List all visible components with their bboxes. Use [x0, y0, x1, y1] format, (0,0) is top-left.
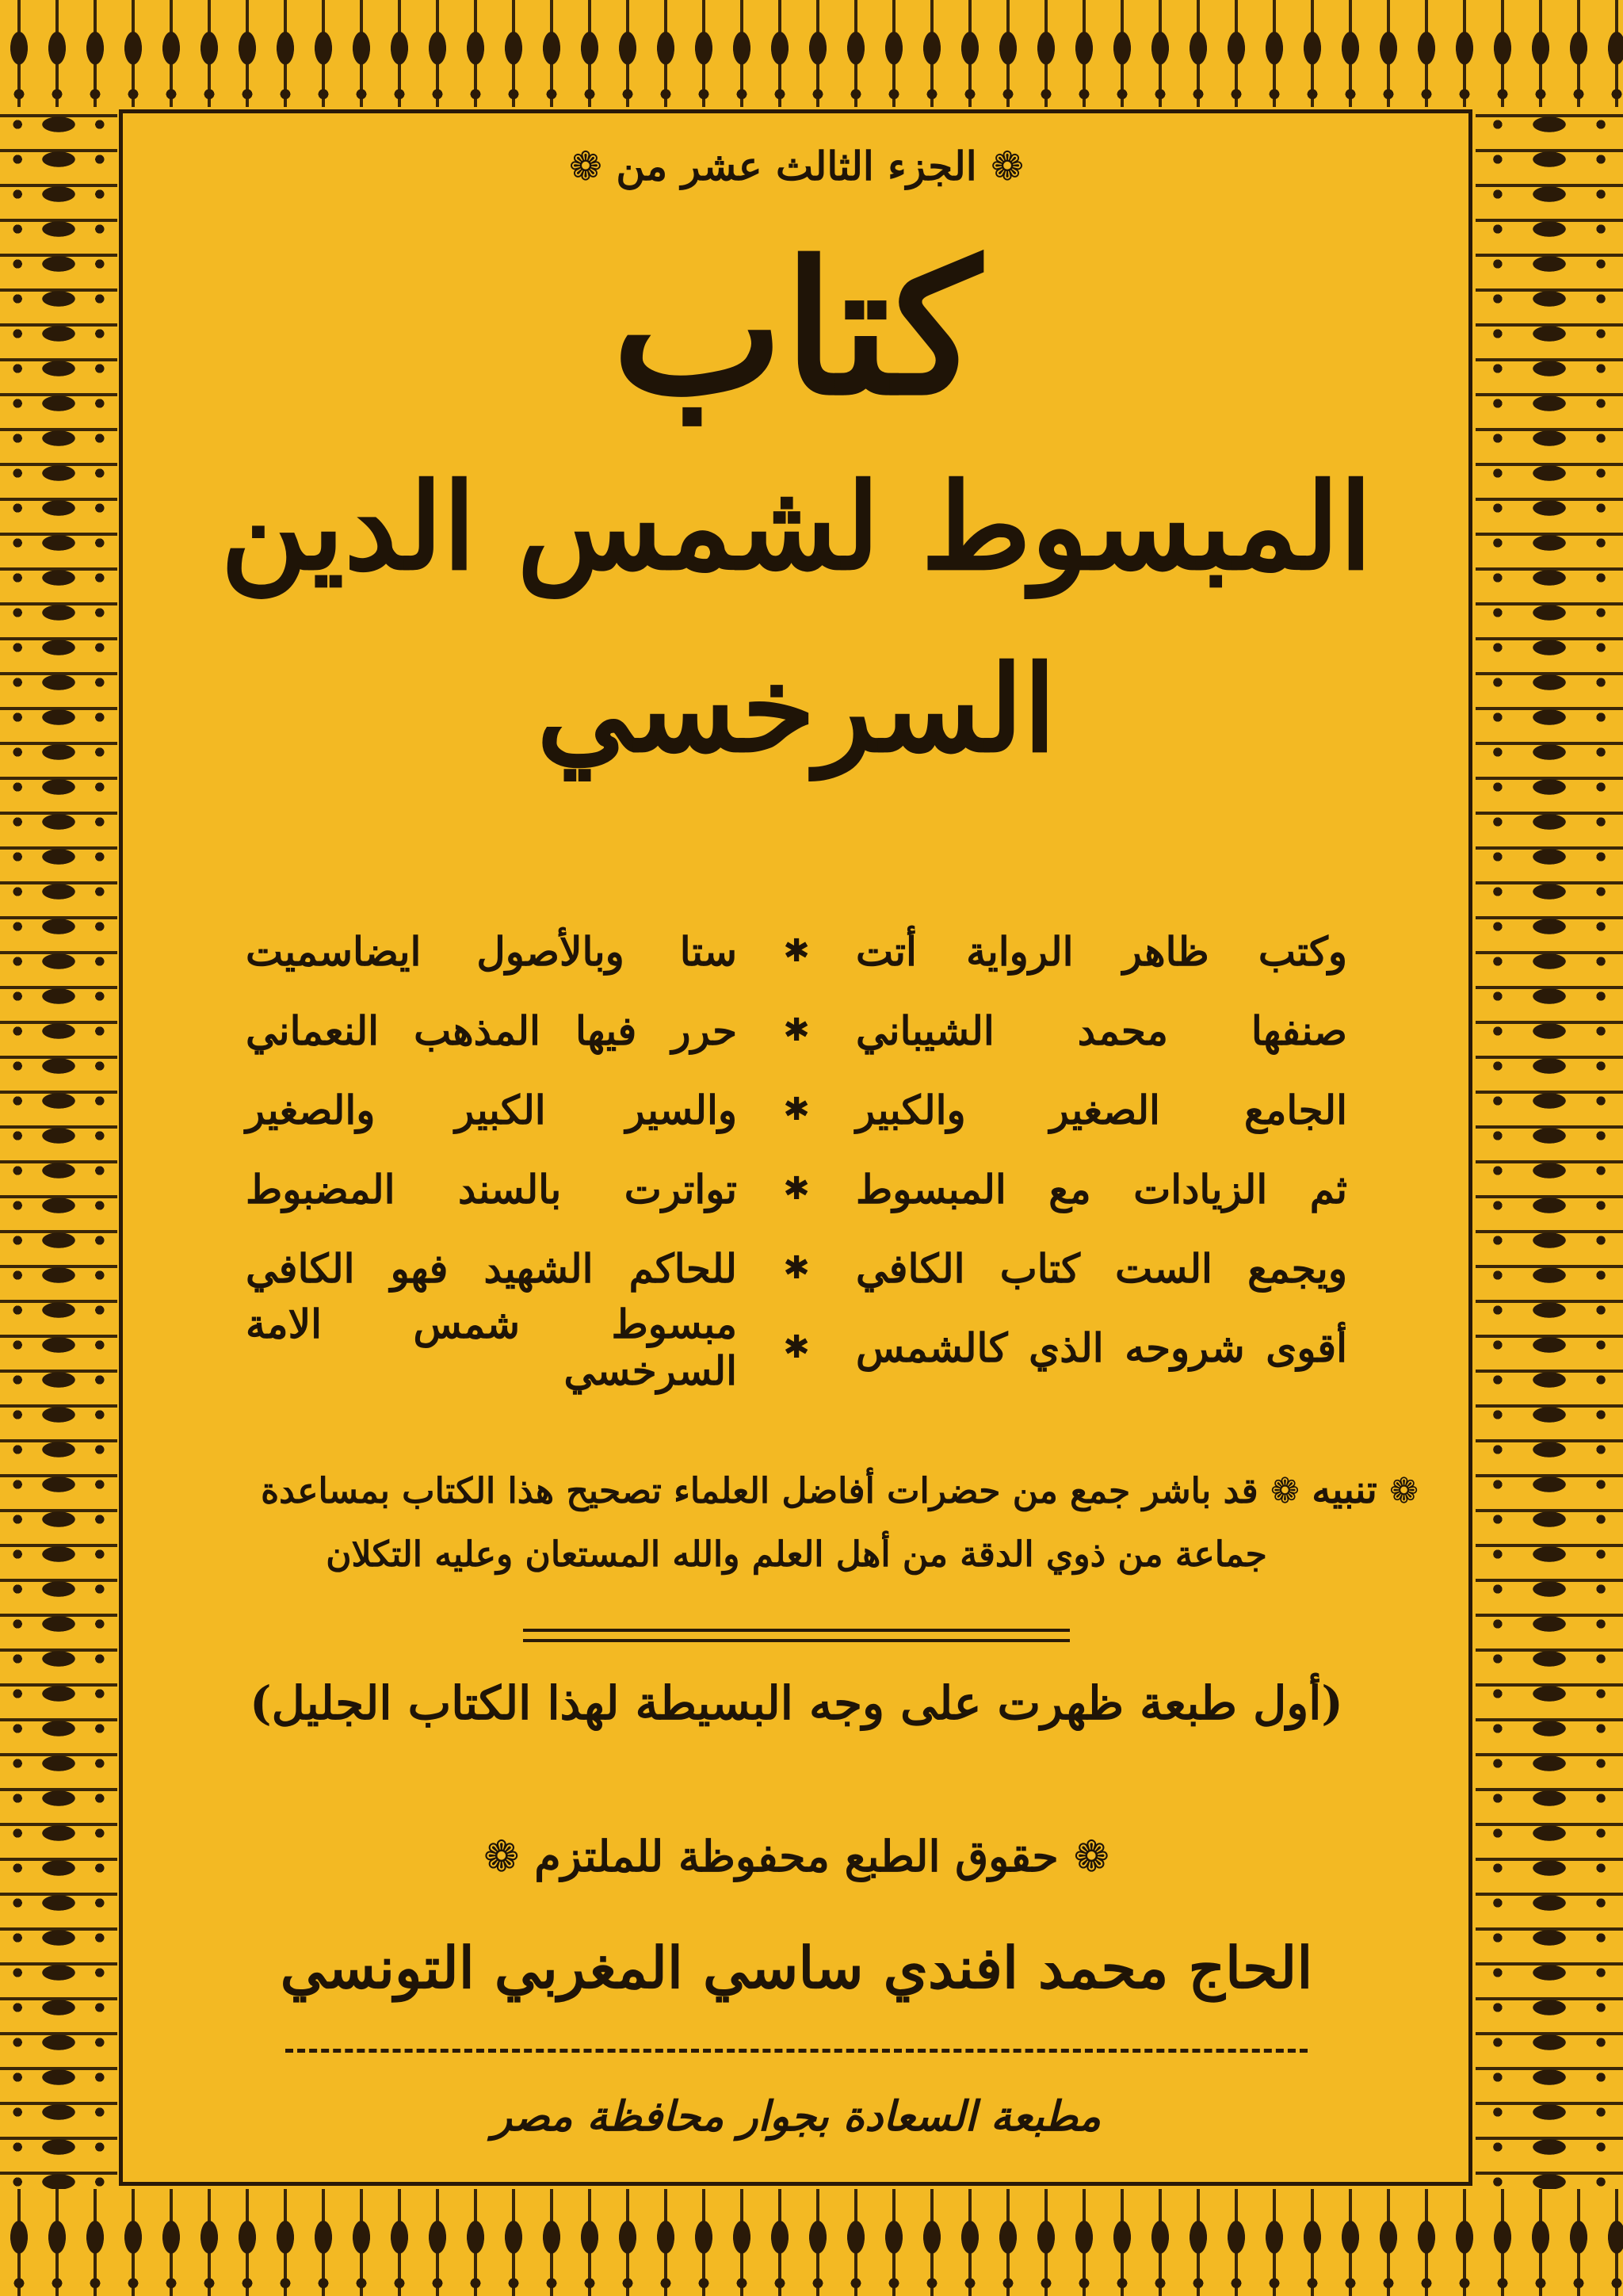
verse-left: تواترت بالسند المضبوط — [246, 1165, 737, 1213]
verse-left: والسير الكبير والصغير — [246, 1086, 737, 1133]
notice-line-2: جماعة من ذوي الدقة من أهل العلم والله المستعان وعليه التكلان — [326, 1534, 1267, 1575]
ornament-right-icon: ❁ — [991, 143, 1025, 189]
author-name: السرخسي — [537, 640, 1056, 779]
ornamental-border-right — [1476, 107, 1623, 2189]
ornament-right-icon: ❁ — [1389, 1471, 1419, 1511]
page-content — [127, 119, 1466, 2179]
divider-line — [523, 1629, 1070, 1632]
star-separator-icon: ✱ — [783, 1329, 810, 1366]
verse-row — [246, 1228, 1347, 1308]
ornament-left-icon: ❁ — [568, 143, 602, 189]
divider-line — [523, 1639, 1070, 1642]
rights-text: حقوق الطبع محفوظة للملتزم — [534, 1831, 1059, 1881]
verse-right: الجامع الصغير والكبير — [856, 1086, 1347, 1133]
verse-right: صنفها محمد الشيباني — [856, 1007, 1347, 1054]
publisher-name: الحاج محمد افندي ساسي المغربي التونسي — [280, 1934, 1313, 2001]
verse-row — [246, 991, 1347, 1070]
first-print-note: (أول طبعة ظهرت على وجه البسيطة لهذا الكتاب الجليل) — [250, 1676, 1343, 1730]
poem-verses — [246, 911, 1347, 1394]
rights-line — [127, 1831, 1466, 1881]
verse-row — [246, 1301, 1347, 1394]
ornamental-border-left — [0, 107, 117, 2189]
star-separator-icon: ✱ — [783, 1012, 810, 1049]
part-line — [127, 143, 1466, 189]
verse-right: ويجمع الست كتاب الكافي — [856, 1244, 1347, 1292]
book-word: كتاب — [612, 222, 981, 436]
star-separator-icon: ✱ — [783, 1171, 810, 1207]
ornament-right-icon: ❁ — [1073, 1832, 1109, 1881]
verse-right: ثم الزيادات مع المبسوط — [856, 1165, 1347, 1213]
star-separator-icon: ✱ — [783, 1091, 810, 1128]
dotted-divider — [285, 2049, 1308, 2053]
verse-left: للحاكم الشهيد فهو الكافي — [246, 1244, 737, 1292]
notice — [174, 1458, 1419, 1587]
ornament-left-icon: ❁ — [483, 1832, 520, 1881]
verse-left: ستا وبالأصول ايضاسميت — [246, 927, 737, 975]
press-name: مطبعة السعادة بجوار محافظة مصر — [491, 2092, 1102, 2141]
verse-right: وكتب ظاهر الرواية أتت — [856, 927, 1347, 975]
book-title: المبسوط لشمس الدين — [220, 457, 1373, 597]
verse-right: أقوى شروحه الذي كالشمس — [856, 1324, 1347, 1371]
notice-line-1: قد باشر جمع من حضرات أفاضل العلماء تصحيح هذا الكتاب بمساعدة — [261, 1471, 1258, 1511]
star-separator-icon: ✱ — [783, 1250, 810, 1286]
part-text: الجزء الثالث عشر من — [616, 143, 977, 189]
verse-row — [246, 911, 1347, 991]
verse-left: حرر فيها المذهب النعماني — [246, 1007, 737, 1054]
ornamental-border-top — [0, 0, 1623, 107]
verse-row — [246, 1070, 1347, 1149]
notice-label: تنبيه — [1312, 1468, 1377, 1512]
verse-left: مبسوط شمس الامة السرخسي — [246, 1301, 737, 1394]
verse-row — [246, 1149, 1347, 1228]
ornamental-border-bottom — [0, 2189, 1623, 2296]
star-separator-icon: ✱ — [783, 933, 810, 969]
ornament-left-icon: ❁ — [1270, 1471, 1300, 1511]
